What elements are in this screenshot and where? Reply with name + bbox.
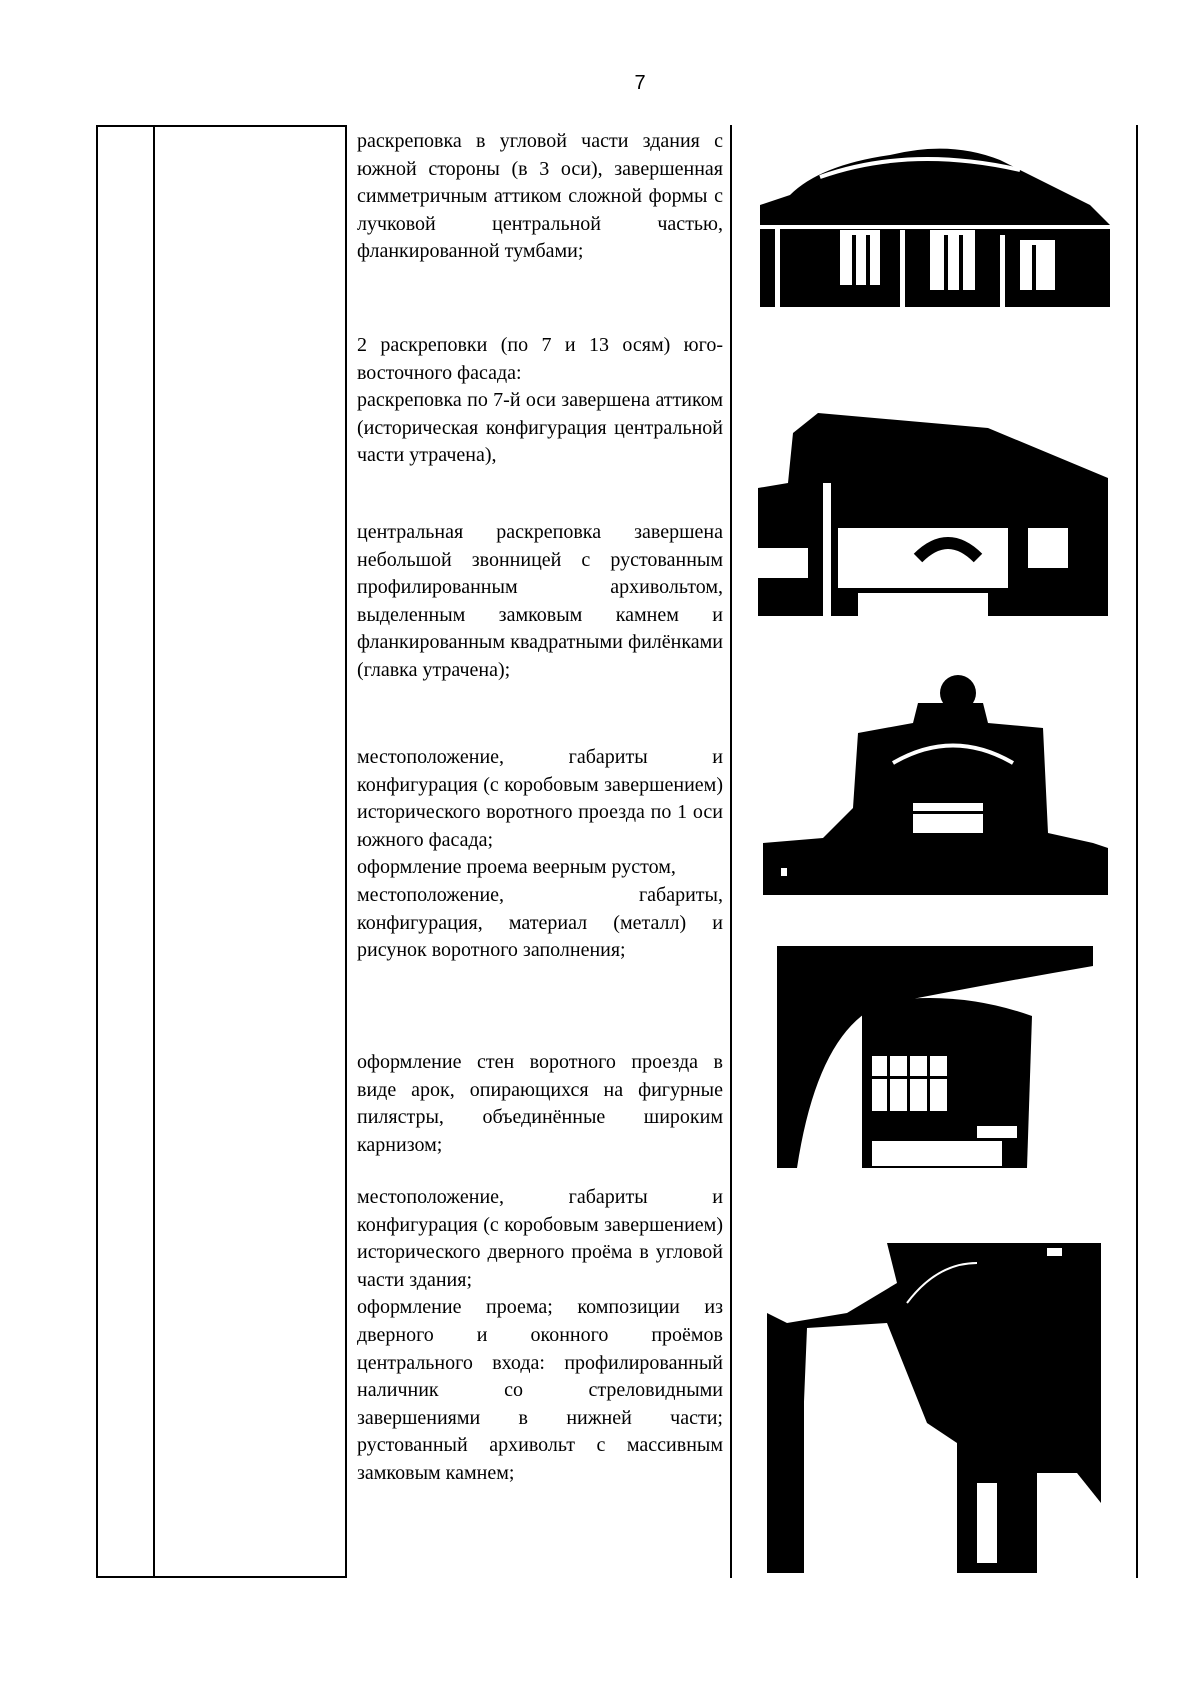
corner-doorway-photo [767, 1243, 1101, 1573]
description-text: центральная раскреповка завершена небольшой звонницей с рустованным профилированным архивольтом, выделенным замковым камнем и фланкированным квадратными филёнками (главка утрачена); [357, 521, 723, 681]
column-divider-3 [730, 125, 732, 1578]
description-paragraph [357, 128, 723, 266]
description-text: оформление стен воротного проезда в виде арок, опирающихся на фигурные пилястры, объединённые широким карнизом; [357, 1051, 723, 1156]
description-text: местоположение, габариты и конфигурация (с коробовым завершением) исторического дверного проёма в угловой части здания; [357, 1186, 723, 1291]
gateway-passage-photo [777, 946, 1093, 1168]
description-paragraph [357, 744, 723, 965]
description-paragraph [357, 332, 723, 470]
description-text: оформление проема; композиции из дверного и оконного проёмов центрального входа: профилированный наличник со стреловидными завершениями в нижней части; рустованный архивольт с массивным замковым камнем; [357, 1296, 723, 1484]
table-left-border [96, 125, 98, 1578]
southeast-facade-attic-photo [758, 408, 1108, 616]
column-divider-2 [345, 125, 347, 1578]
description-paragraph [357, 1049, 723, 1159]
description-paragraph [357, 1184, 723, 1488]
table-right-border [1136, 125, 1138, 1578]
description-paragraph [357, 519, 723, 685]
description-text: местоположение, габариты, конфигурация, материал (металл) и рисунок воротного заполнения; [357, 883, 723, 962]
description-text: оформление проема веерным рустом, [357, 856, 676, 879]
belfry-projection-photo [763, 673, 1108, 895]
description-text: местоположение, габариты и конфигурация (с коробовым завершением) исторического воротного проезда по 1 оси южного фасада; [357, 746, 723, 851]
corner-projection-attic-photo [760, 135, 1110, 307]
description-text: раскреповка в угловой части здания с южной стороны (в 3 оси), завершенная симметричным аттиком сложной формы с лучковой центральной частью, фланкированной тумбами; [357, 130, 723, 263]
column-divider-1 [153, 125, 155, 1578]
table-bottom-border [96, 1576, 347, 1578]
description-text: 2 раскреповки (по 7 и 13 осям) юго-восточного фасада: [357, 334, 723, 384]
description-text: раскреповка по 7-й оси завершена аттиком (историческая конфигурация центральной части утрачена), [357, 389, 723, 467]
table-top-border [96, 125, 347, 127]
page-number: 7 [634, 72, 646, 94]
